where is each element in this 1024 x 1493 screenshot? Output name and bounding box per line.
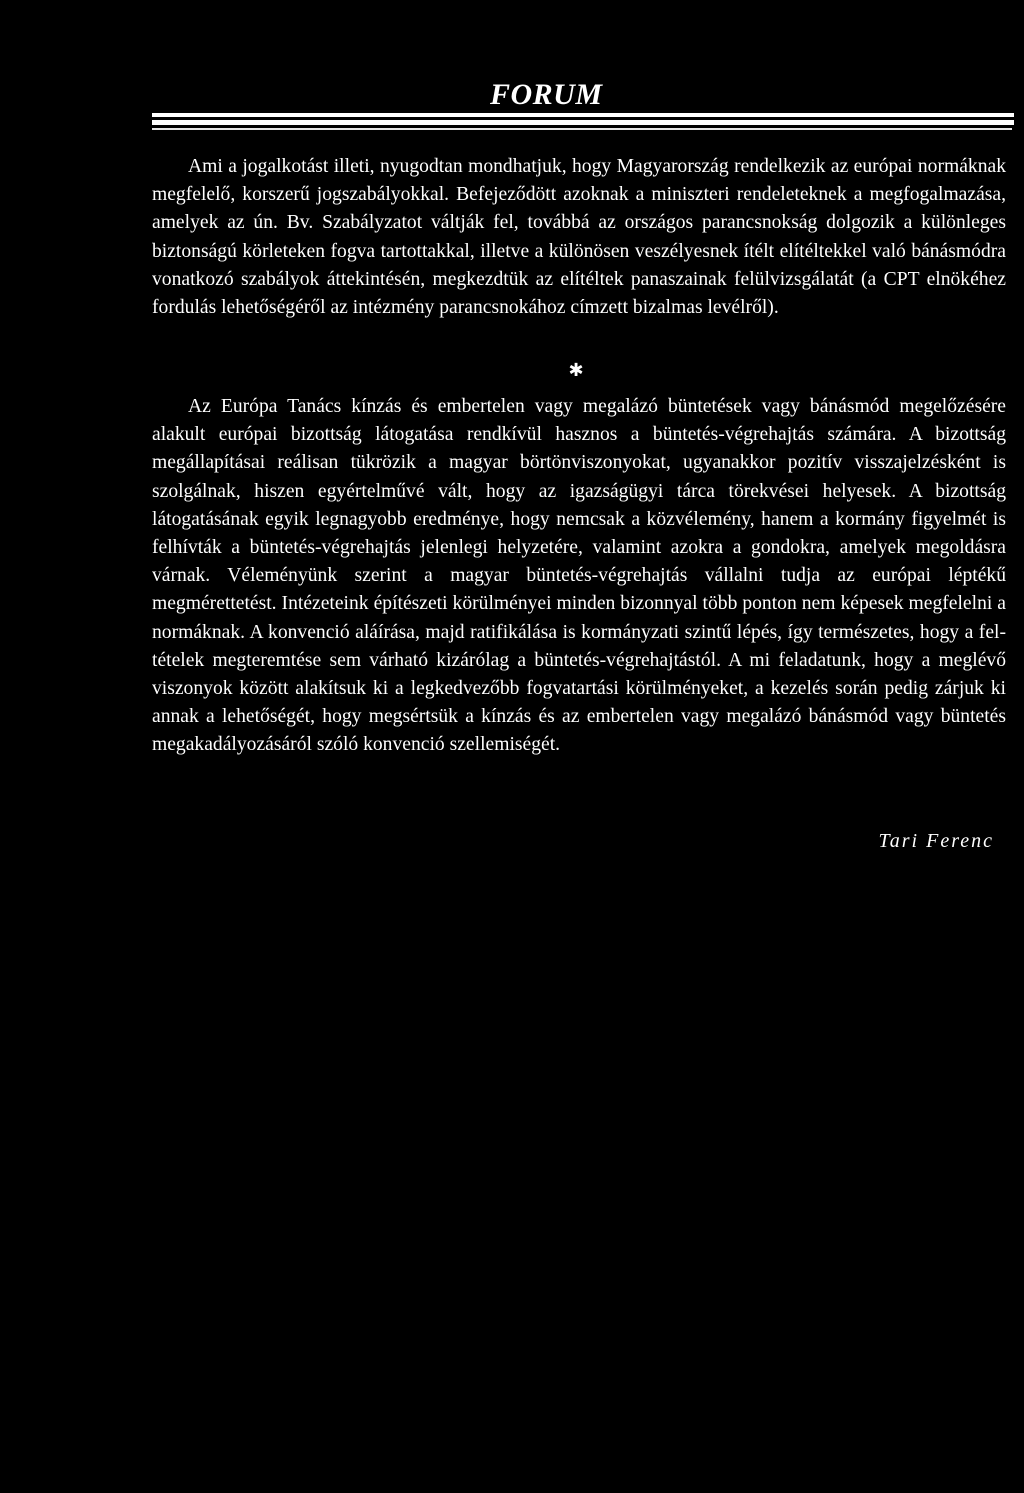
article-paragraph-1: Ami a jogalkotást illeti, nyugodtan mondhatjuk, hogy Magyarország rendelkezik az európai normáknak megfelelő, korszerű jogszabályokkal. Befejeződött azoknak a miniszteri rendeleteknek a megfogalmazása, amelyek az ún. Bv. Szabályzatot váltják fel, továbbá az országos parancsnokság dolgozik a különleges biztonságú körleteken fogva tartottakkal, illetve a különösen veszélyesnek ítélt elítéltekkel való bánásmódra vonatkozó szabályok áttekintésén, megkezdtük az elítéltek panaszainak felülvizsgálatát (a CPT elnökéhez fordulás lehetőségéről az intézmény parancsnokához címzett bizalmas levélről). [152, 156, 1006, 319]
header-rule-bottom [152, 128, 1012, 130]
article-paragraph-2-block [152, 393, 1006, 760]
article-paragraph-1-block [152, 153, 1006, 322]
asterisk-separator-icon: ✱ [568, 360, 584, 381]
section-title: FORUM [490, 78, 603, 111]
header-rule-top [152, 113, 1014, 117]
article-paragraph-2: Az Európa Tanács kínzás és embertelen vagy megalázó büntetések vagy bánásmód megelőzésére alakult európai bizottság látogatása rendkívül hasznos a büntetés-végrehajtás számára. A bizottság megállapításai reálisan tükrözik a magyar börtönviszonyokat, ugyanakkor pozitív visszajelzésként is szolgálnak, hiszen egyértelművé vált, hogy az igazságügyi tárca törekvései helyesek. A bizottság látogatásának egyik legnagyobb eredménye, hogy nemcsak a közvélemény, hanem a kormány figyelmét is felhívták a büntetés-végrehajtás jelenlegi helyzetére, valamint azokra a gondokra, amelyek megoldásra várnak. Véleményünk szerint a magyar büntetés-végrehajtás vállalni tudja az európai léptékű megmérettetést. Intézeteink építészeti körülményei minden bizonnyal több ponton nem képesek megfelelni a normáknak. A konvenció aláírása, majd ratifikálása is kormányzati szintű lépés, így természetes, hogy a feltételek megteremtése sem várható kizárólag a büntetés-végrehajtástól. A mi feladatunk, hogy a meglévő viszonyok között alakítsuk ki a legkedvezőbb fogvatartási körülményeket, a kezelés során pedig zárjuk ki annak a lehetőségét, hogy megsértsük a kínzás és az embertelen vagy megalázó bánásmód vagy büntetés megakadályozásáról szóló konvenció szellemiségét. [152, 396, 1006, 756]
author-signature: Tari Ferenc [878, 830, 994, 852]
header-rule-middle [152, 120, 1014, 125]
